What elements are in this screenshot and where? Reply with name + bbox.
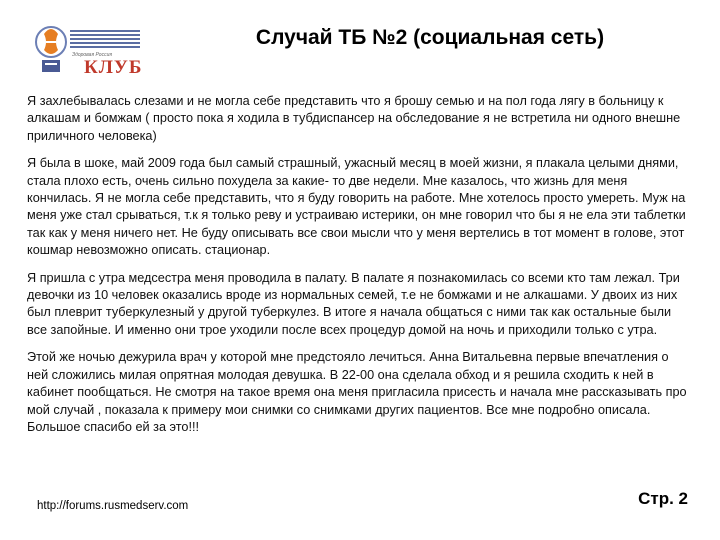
globe-logo-icon (34, 20, 68, 74)
club-logo (34, 16, 142, 76)
paragraph-2: Я была в шоке, май 2009 года был самый страшный, ужасный месяц в моей жизни, я плакала целыми днями, стала плохо есть, очень сильно похудела за какие- то две недели. Мне казалось, что жизнь для меня кончилась. Я не могла себе представить, что я буду говорить на работе. Мне хотелось просто умереть. Муж на меня уже стал срываться, т.к я только реву и устраиваю истерики, он мне говорил что бы я не ела эти таблетки так как у меня ничего нет. Не буду описывать все свои мысли что у меня вертелись в тот момент в голове, этот кошмар невозможно описать. стационар. (27, 156, 686, 258)
footer-url: http://forums.rusmedserv.com (37, 500, 189, 512)
paragraph-4: Этой же ночью дежурила врач у которой мне предстояло лечиться. Анна Витальевна первые впечатления о ней сложились милая опрятная молодая девушка. В 22-00 она сделала обход и я решила сходить к ней в кабинет пообщаться. Не смотря на такое время она меня пригласила присесть и начала мне рассказывать про мой случай , показала к примеру мои снимки со снимками других пациентов. Все мне подробно описала. Большое спасибо ей за это!!! (27, 350, 687, 434)
paragraph-3: Я пришла с утра медсестра меня проводила в палату. В палате я познакомилась со всеми кто там лежал. Три девочки из 10 человек оказались вроде из нормальных семей, т.е не бомжами и не алкашами. У двоих из них был плеврит туберкулезный у другой туберкулез. В итоге я начала общаться с ними так как остальные были все запойные. И именно они трое уходили после всех процедур домой на ночь и приходили только с утра. (27, 270, 680, 337)
paragraph-1: Я захлебывалась слезами и не могла себе представить что я брошу семью и на пол года лягу в больницу к алкашам и бомжам ( просто пока я ходила в тубдиспансер на обследование я не встретила ни одного внешне приличного человека) (27, 94, 681, 143)
logo-tagline: Здоровая Россия (72, 52, 113, 58)
slide-title: Случай ТБ №2 (социальная сеть) (255, 26, 605, 49)
logo-stripes (70, 30, 140, 50)
slide-body (27, 93, 693, 436)
page-number: Стр. 2 (638, 489, 688, 508)
logo-club-text: КЛУБ (84, 57, 143, 78)
